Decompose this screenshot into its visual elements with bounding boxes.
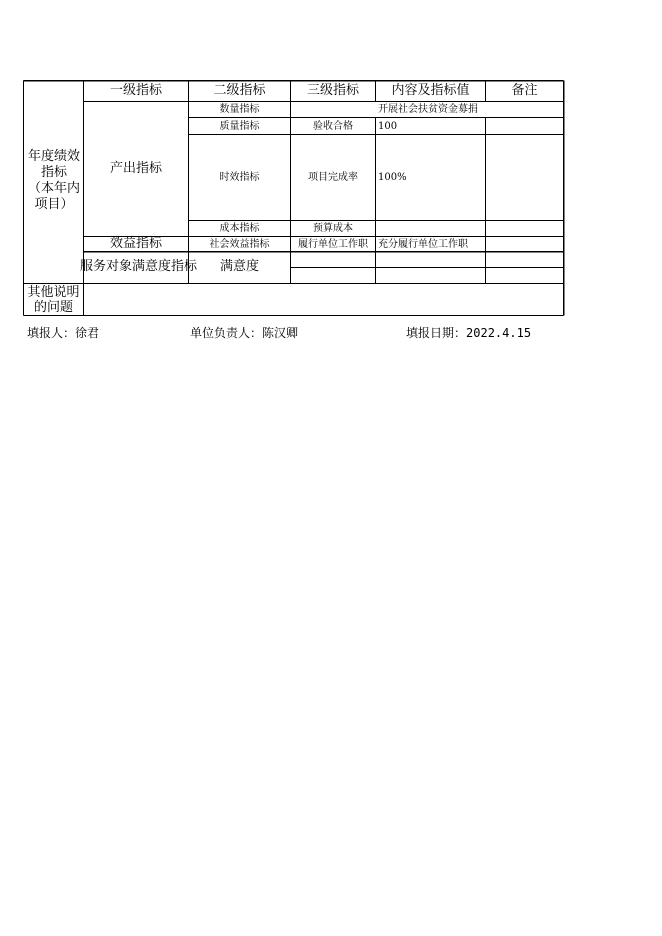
quantity-level2: 数量指标 bbox=[219, 104, 260, 115]
quality-level3: 验收合格 bbox=[313, 120, 353, 132]
benefit-level2: 社会效益指标 bbox=[209, 238, 270, 250]
row-header-line: 指标 bbox=[40, 165, 67, 180]
benefit-level1: 效益指标 bbox=[109, 235, 162, 251]
row-header-line: 项目） bbox=[34, 197, 74, 212]
cost-level2: 成本指标 bbox=[219, 223, 260, 234]
header-level2: 二级指标 bbox=[213, 82, 266, 98]
filler-name: 徐君 bbox=[75, 326, 100, 340]
row-header-line: 年度绩效 bbox=[27, 149, 80, 164]
report-date-field bbox=[406, 324, 531, 341]
output-indicator-label: 产出指标 bbox=[109, 160, 162, 176]
quantity-content: 开展社会扶贫资金募捐 bbox=[378, 104, 478, 115]
unit-head-field bbox=[190, 324, 298, 341]
timeliness-content: 100% bbox=[378, 172, 407, 183]
row-header-line: （本年内 bbox=[27, 181, 80, 196]
header-remarks: 备注 bbox=[511, 82, 538, 98]
unit-head-name: 陈汉卿 bbox=[262, 326, 299, 340]
report-date-value: 2022.4.15 bbox=[466, 326, 532, 340]
satisfaction-level1 bbox=[80, 252, 198, 283]
satisfaction-level2: 满意度 bbox=[219, 259, 259, 275]
quantity-level3 bbox=[291, 102, 375, 117]
other-notes-line: 的问题 bbox=[33, 299, 73, 315]
header-level1: 一级指标 bbox=[109, 82, 162, 98]
other-notes-line: 其他说明 bbox=[27, 284, 80, 300]
quality-level2: 质量指标 bbox=[219, 120, 260, 132]
header-content: 内容及指标值 bbox=[391, 82, 470, 98]
report-date-label: 填报日期： bbox=[406, 326, 467, 340]
unit-head-label: 单位负责人： bbox=[190, 326, 263, 340]
filler-field bbox=[27, 324, 99, 341]
timeliness-level3: 项目完成率 bbox=[308, 172, 358, 183]
benefit-level3: 履行单位工作职 bbox=[298, 238, 368, 250]
header-level3: 三级指标 bbox=[306, 82, 359, 98]
benefit-content: 充分履行单位工作职 bbox=[378, 238, 468, 250]
quality-content: 100 bbox=[378, 120, 398, 132]
filler-label: 填报人： bbox=[27, 326, 76, 340]
cost-level3: 预算成本 bbox=[313, 223, 353, 234]
cost-content bbox=[376, 221, 485, 236]
satisfaction-level1-text: 服务对象满意度指标 bbox=[80, 259, 198, 275]
other-notes-label bbox=[24, 284, 83, 315]
row-header-annual-performance bbox=[24, 148, 84, 214]
timeliness-level2: 时效指标 bbox=[219, 172, 260, 183]
